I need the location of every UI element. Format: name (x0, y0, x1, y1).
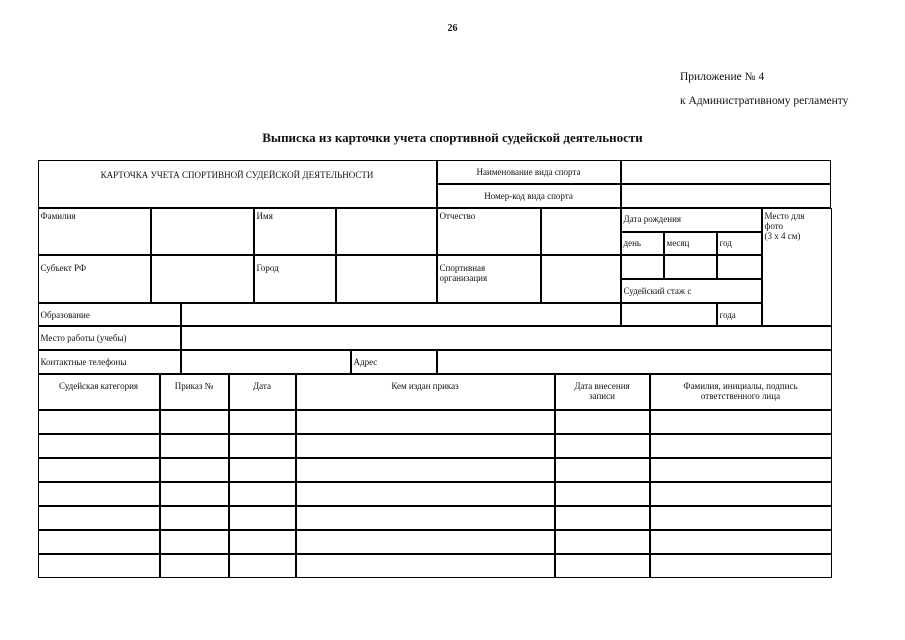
table-cell-entry-date[interactable] (555, 554, 650, 578)
col-issued-by: Кем издан приказ (296, 374, 555, 410)
name-label: Имя (254, 208, 336, 255)
table-cell-date[interactable] (229, 554, 296, 578)
birth-month-field[interactable] (664, 255, 717, 279)
table-cell-category[interactable] (38, 506, 160, 530)
patronymic-label: Отчество (437, 208, 541, 255)
table-cell-category[interactable] (38, 458, 160, 482)
workplace-label: Место работы (учебы) (38, 326, 181, 350)
col-order-number: Приказ № (160, 374, 229, 410)
table-cell-issued-by[interactable] (296, 434, 555, 458)
table-cell-entry-date[interactable] (555, 458, 650, 482)
name-field[interactable] (336, 208, 437, 255)
education-field[interactable] (181, 303, 621, 326)
table-cell-category[interactable] (38, 530, 160, 554)
table-cell-responsible[interactable] (650, 554, 832, 578)
region-label: Субъект РФ (38, 255, 151, 303)
photo-label-line3: (3 х 4 см) (764, 230, 801, 241)
sport-name-label: Наименование вида спорта (437, 160, 621, 184)
col-entry-date-line2: записи (589, 390, 615, 401)
sport-org-field[interactable] (541, 255, 621, 303)
sport-org-label-line2: организация (439, 272, 488, 283)
card-header (38, 160, 437, 208)
region-field[interactable] (151, 255, 254, 303)
city-label: Город (254, 255, 336, 303)
col-category: Судейская категория (38, 374, 160, 410)
col-date: Дата (229, 374, 296, 410)
phones-label: Контактные телефоны (38, 350, 181, 374)
page-number: 26 (447, 23, 458, 34)
table-cell-date[interactable] (229, 434, 296, 458)
table-cell-date[interactable] (229, 530, 296, 554)
photo-placeholder (762, 208, 832, 326)
table-cell-responsible[interactable] (650, 482, 832, 506)
education-label: Образование (38, 303, 181, 326)
table-cell-issued-by[interactable] (296, 530, 555, 554)
table-cell-category[interactable] (38, 482, 160, 506)
birth-day-field[interactable] (621, 255, 664, 279)
table-cell-date[interactable] (229, 458, 296, 482)
col-responsible-line1: Фамилия, инициалы, подпись (683, 380, 798, 391)
table-cell-order-number[interactable] (160, 410, 229, 434)
table-cell-category[interactable] (38, 554, 160, 578)
sport-name-field[interactable] (621, 160, 831, 184)
sport-org-label (437, 255, 541, 303)
table-cell-date[interactable] (229, 410, 296, 434)
address-label: Адрес (351, 350, 437, 374)
table-cell-order-number[interactable] (160, 530, 229, 554)
table-cell-responsible[interactable] (650, 506, 832, 530)
years-label: года (717, 303, 762, 326)
year-label: год (717, 232, 762, 255)
table-cell-entry-date[interactable] (555, 410, 650, 434)
table-cell-entry-date[interactable] (555, 506, 650, 530)
col-responsible-line2: ответственного лица (700, 390, 781, 401)
table-cell-entry-date[interactable] (555, 530, 650, 554)
sport-code-field[interactable] (621, 184, 831, 208)
sport-org-label-line1: Спортивная (439, 262, 486, 273)
table-cell-issued-by[interactable] (296, 482, 555, 506)
birth-date-label: Дата рождения (621, 208, 762, 232)
table-cell-order-number[interactable] (160, 482, 229, 506)
city-field[interactable] (336, 255, 437, 303)
birth-year-field[interactable] (717, 255, 762, 279)
table-cell-responsible[interactable] (650, 530, 832, 554)
table-cell-responsible[interactable] (650, 434, 832, 458)
table-cell-responsible[interactable] (650, 458, 832, 482)
table-cell-responsible[interactable] (650, 410, 832, 434)
table-cell-category[interactable] (38, 410, 160, 434)
table-cell-order-number[interactable] (160, 458, 229, 482)
experience-label: Судейский стаж с (621, 279, 762, 303)
col-entry-date (555, 374, 650, 410)
col-responsible (650, 374, 832, 410)
phones-field[interactable] (181, 350, 351, 374)
annex-number: Приложение № 4 (680, 71, 765, 83)
address-field[interactable] (437, 350, 832, 374)
patronymic-field[interactable] (541, 208, 621, 255)
surname-field[interactable] (151, 208, 254, 255)
table-cell-entry-date[interactable] (555, 434, 650, 458)
photo-label-line2: фото (764, 220, 784, 231)
table-cell-date[interactable] (229, 506, 296, 530)
sport-code-label: Номер-код вида спорта (437, 184, 621, 208)
col-entry-date-line1: Дата внесения (574, 380, 630, 391)
table-cell-issued-by[interactable] (296, 506, 555, 530)
workplace-field[interactable] (181, 326, 832, 350)
table-cell-order-number[interactable] (160, 554, 229, 578)
table-cell-issued-by[interactable] (296, 410, 555, 434)
experience-year-field[interactable] (621, 303, 717, 326)
table-cell-issued-by[interactable] (296, 554, 555, 578)
surname-label: Фамилия (38, 208, 151, 255)
card-header-text: КАРТОЧКА УЧЕТА СПОРТИВНОЙ СУДЕЙСКОЙ ДЕЯТЕЛЬНОСТИ (100, 169, 374, 180)
month-label: месяц (664, 232, 717, 255)
annex-regulation: к Административному регламенту (680, 95, 849, 107)
photo-label-line1: Место для (764, 210, 805, 221)
day-label: день (621, 232, 664, 255)
table-cell-entry-date[interactable] (555, 482, 650, 506)
table-cell-order-number[interactable] (160, 434, 229, 458)
table-cell-date[interactable] (229, 482, 296, 506)
table-cell-issued-by[interactable] (296, 458, 555, 482)
document-title: Выписка из карточки учета спортивной судейской деятельности (262, 130, 643, 145)
table-cell-category[interactable] (38, 434, 160, 458)
table-cell-order-number[interactable] (160, 506, 229, 530)
